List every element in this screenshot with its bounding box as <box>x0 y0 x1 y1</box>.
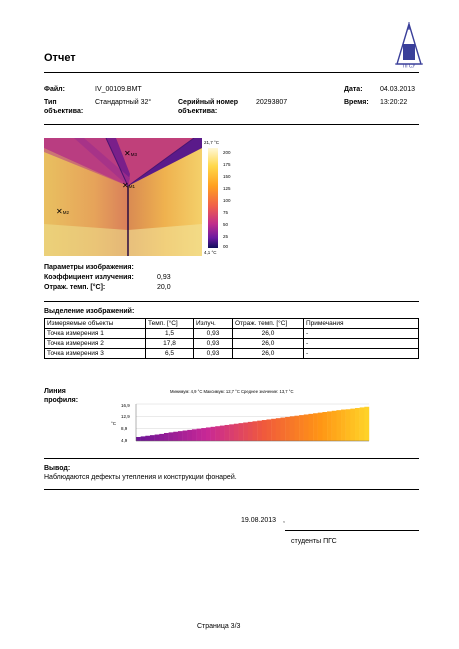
profile-bar <box>318 413 323 441</box>
thermal-image <box>44 138 202 256</box>
page-number: Страница 3/3 <box>197 623 241 630</box>
profile-bar <box>327 411 332 441</box>
scale-tick: 75 <box>223 210 229 215</box>
profile-bar <box>215 426 220 441</box>
lens-label-1: Тип <box>44 99 57 106</box>
profile-bar <box>206 427 211 441</box>
profile-bar <box>332 411 337 441</box>
profile-bar <box>266 419 271 441</box>
marker-m1: ✕M1 <box>122 181 135 190</box>
profile-bar <box>336 410 341 441</box>
profile-bar <box>262 420 267 441</box>
scale-max-label: 21,7 °C <box>204 140 220 145</box>
profile-bar <box>355 408 360 441</box>
serial-label-2: объектива: <box>178 108 218 115</box>
table-header: Примечания <box>304 319 419 329</box>
profile-bar <box>136 437 141 441</box>
table-header: Измеряемые объекты <box>45 319 146 329</box>
profile-bar <box>257 421 262 441</box>
logo-text: ПГСУ <box>402 63 416 68</box>
selection-title: Выделение изображений: <box>44 308 135 315</box>
profile-bar <box>280 418 285 441</box>
table-cell: Точка измерения 3 <box>45 349 146 359</box>
scale-tick: 50 <box>223 222 229 227</box>
profile-chart <box>108 398 370 444</box>
conclusion-title: Вывод: <box>44 465 71 472</box>
table-cell: 6,5 <box>146 349 194 359</box>
scale-tick: 100 <box>223 198 231 203</box>
serial-label-1: Серийный номер <box>178 99 239 106</box>
y-tick-label: 8,9 <box>121 426 128 431</box>
profile-caption: Минимум: 4,9 °C Максимум: 12,7 °C Среднее значение: 13,7 °C <box>170 389 294 394</box>
profile-bar <box>290 416 295 441</box>
refl-temp-label: Отраж. темп. [°C]: <box>44 284 106 291</box>
lens-value: Стандартный 32° <box>95 99 152 106</box>
table-cell: 26,0 <box>233 339 304 349</box>
profile-bar <box>294 416 299 441</box>
profile-bar <box>285 417 290 441</box>
signature-name: студенты ПГС <box>291 538 337 545</box>
profile-bar <box>192 429 197 441</box>
y-tick-label: 12,9 <box>121 414 130 419</box>
scale-tick: 125 <box>223 186 231 191</box>
measurements-table <box>44 318 419 359</box>
y-tick-label: 16,9 <box>121 403 130 408</box>
table-row <box>45 329 419 339</box>
profile-bar <box>173 432 178 441</box>
lens-label-2: объектива: <box>44 108 84 115</box>
profile-bar <box>178 431 183 441</box>
profile-bar <box>229 424 234 441</box>
table-cell: 0,93 <box>194 339 233 349</box>
profile-bar <box>243 423 248 442</box>
report-title: Отчет <box>44 52 76 64</box>
time-value: 13:20:22 <box>380 99 408 106</box>
table-cell: - <box>304 349 419 359</box>
table-cell: 0,93 <box>194 349 233 359</box>
emissivity-value: 0,93 <box>157 274 171 281</box>
profile-bar <box>239 423 244 441</box>
profile-bar <box>308 414 313 441</box>
conclusion-text: Наблюдаются дефекты утепления и конструкции фонарей. <box>44 474 237 481</box>
scale-min-label: 4,1 °C <box>204 250 217 255</box>
time-label: Время: <box>344 99 369 106</box>
profile-bar <box>341 410 346 441</box>
table-header-row <box>45 319 419 329</box>
profile-bar <box>164 433 169 441</box>
y-tick-label: 4,9 <box>121 438 128 443</box>
profile-bar <box>313 413 318 441</box>
profile-bar <box>197 429 202 441</box>
date-value: 04.03.2013 <box>380 86 416 93</box>
scale-tick: 00 <box>223 244 229 249</box>
scale-tick: 175 <box>223 162 231 167</box>
profile-bar <box>141 436 146 441</box>
table-cell: Точка измерения 1 <box>45 329 146 339</box>
profile-bar <box>220 426 225 441</box>
profile-bar <box>225 425 230 441</box>
y-axis-label: °C <box>111 421 117 426</box>
profile-bar <box>159 434 164 441</box>
profile-bar <box>299 415 304 441</box>
table-cell: - <box>304 339 419 349</box>
marker-m2: ✕M2 <box>56 207 69 216</box>
profile-bar <box>150 435 155 441</box>
table-cell: 17,8 <box>146 339 194 349</box>
emissivity-label: Коэффициент излучения: <box>44 274 134 281</box>
table-cell: - <box>304 329 419 339</box>
profile-bar <box>155 435 160 441</box>
file-label: Файл: <box>44 86 65 93</box>
color-scale-bar <box>208 148 218 248</box>
profile-label-1: Линия <box>44 388 66 395</box>
profile-label-2: профиля: <box>44 397 79 404</box>
table-cell: 26,0 <box>233 329 304 339</box>
signature-comma: , <box>283 517 285 524</box>
profile-bar <box>253 421 258 441</box>
refl-temp-value: 20,0 <box>157 284 171 291</box>
signature-line <box>285 530 419 531</box>
file-value: IV_00109.BMT <box>95 86 142 93</box>
serial-value: 20293807 <box>256 99 288 106</box>
profile-bar <box>346 409 351 441</box>
profile-bar <box>304 414 309 441</box>
scale-tick: 150 <box>223 174 231 179</box>
profile-bar <box>360 407 365 441</box>
profile-bar <box>248 422 253 441</box>
profile-bar <box>322 412 327 441</box>
signature-date: 19.08.2013 <box>241 517 277 524</box>
table-header: Темп. [°C] <box>146 319 194 329</box>
profile-bar <box>183 431 188 441</box>
profile-bar <box>276 418 281 441</box>
table-header: Излуч. <box>194 319 233 329</box>
profile-bar <box>364 407 369 441</box>
table-row <box>45 339 419 349</box>
table-cell: 1,5 <box>146 329 194 339</box>
scale-tick: 200 <box>223 150 231 155</box>
profile-bar <box>234 424 239 441</box>
table-cell: 26,0 <box>233 349 304 359</box>
profile-bar <box>145 436 150 441</box>
profile-bar <box>169 432 174 441</box>
table-header: Отраж. темп. [°C] <box>233 319 304 329</box>
table-row <box>45 349 419 359</box>
profile-bar <box>211 427 216 441</box>
date-label: Дата: <box>344 86 363 93</box>
marker-m3: ✕M3 <box>124 149 137 158</box>
scale-tick: 25 <box>223 234 229 239</box>
profile-bar <box>201 428 206 441</box>
profile-bar <box>271 419 276 441</box>
profile-bar <box>187 430 192 441</box>
image-params-title: Параметры изображения: <box>44 264 134 271</box>
table-cell: Точка измерения 2 <box>45 339 146 349</box>
profile-bar <box>350 409 355 441</box>
table-cell: 0,93 <box>194 329 233 339</box>
university-logo <box>395 22 423 68</box>
